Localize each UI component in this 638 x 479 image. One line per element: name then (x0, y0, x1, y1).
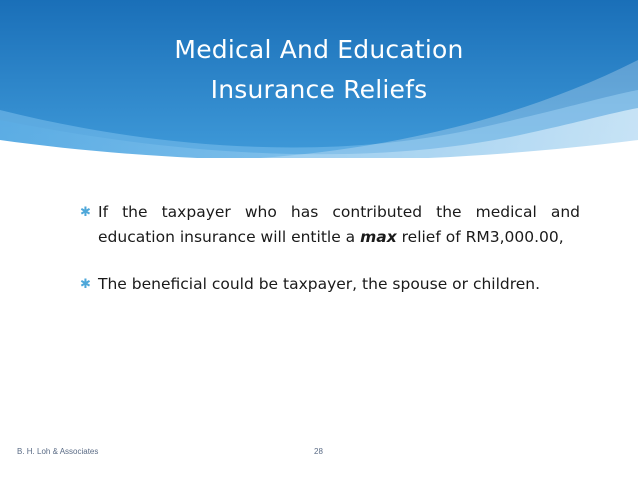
footer-author: B. H. Loh & Associates (17, 447, 99, 456)
bullet-list (80, 200, 580, 319)
asterisk-bullet-icon: ✱ (80, 205, 91, 220)
bullet-1-text-after: relief of RM3,000.00, (396, 228, 564, 246)
page-number: 28 (314, 447, 323, 456)
bullet-1-text-before: If the taxpayer who has contributed the medical and education insurance will entitle a (98, 203, 580, 246)
bullet-item-1 (80, 200, 580, 250)
title-line-1: Medical And Education (174, 35, 464, 64)
bullet-1-emphasis: max (360, 228, 397, 246)
bullet-2-text: The beneficial could be taxpayer, the spouse or children. (98, 275, 541, 293)
bullet-item-2 (80, 272, 580, 297)
slide-title (0, 30, 638, 110)
title-line-2: Insurance Reliefs (210, 75, 428, 104)
asterisk-bullet-icon: ✱ (80, 277, 91, 292)
